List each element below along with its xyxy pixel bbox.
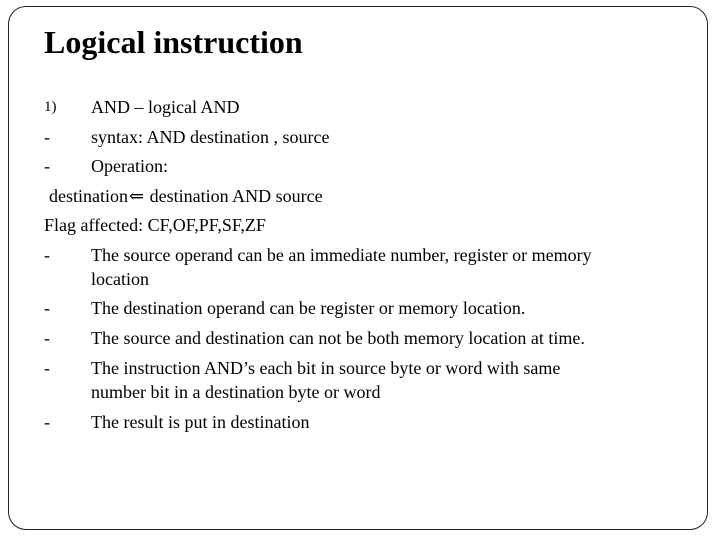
bullet-bitwise-and: The instruction AND’s each bit in source byte or word with same <box>91 358 561 378</box>
item-and-heading: AND – logical AND <box>91 97 240 117</box>
bullet-marker: - <box>44 328 50 348</box>
item-number: 1) <box>44 99 57 115</box>
bullet-result: The result is put in destination <box>91 412 310 432</box>
operation-label: Operation: <box>91 156 168 176</box>
bullet-destination-operand: The destination operand can be register or memory location. <box>91 298 526 318</box>
operation-right: destination AND source <box>149 186 323 206</box>
operation-left: destination <box>49 186 128 206</box>
bullet-marker: - <box>44 245 50 265</box>
bullet-marker: - <box>44 298 50 318</box>
operation-expression <box>49 184 323 208</box>
slide-title: Logical instruction <box>44 24 303 60</box>
bullet-marker: - <box>44 156 50 176</box>
bullet-source-operand: The source operand can be an immediate number, register or memory <box>91 245 592 265</box>
syntax-line: syntax: AND destination , source <box>91 127 330 147</box>
bullet-not-both-memory: The source and destination can not be both memory location at time. <box>91 328 585 348</box>
bullet-marker: - <box>44 412 50 432</box>
bullet-marker: - <box>44 127 50 147</box>
bullet-source-operand-cont: location <box>91 269 149 289</box>
bullet-marker: - <box>44 358 50 378</box>
left-arrow-icon: ⇐ <box>129 186 145 206</box>
bullet-bitwise-and-cont: number bit in a destination byte or word <box>91 382 381 402</box>
flags-affected: Flag affected: CF,OF,PF,SF,ZF <box>44 215 266 235</box>
